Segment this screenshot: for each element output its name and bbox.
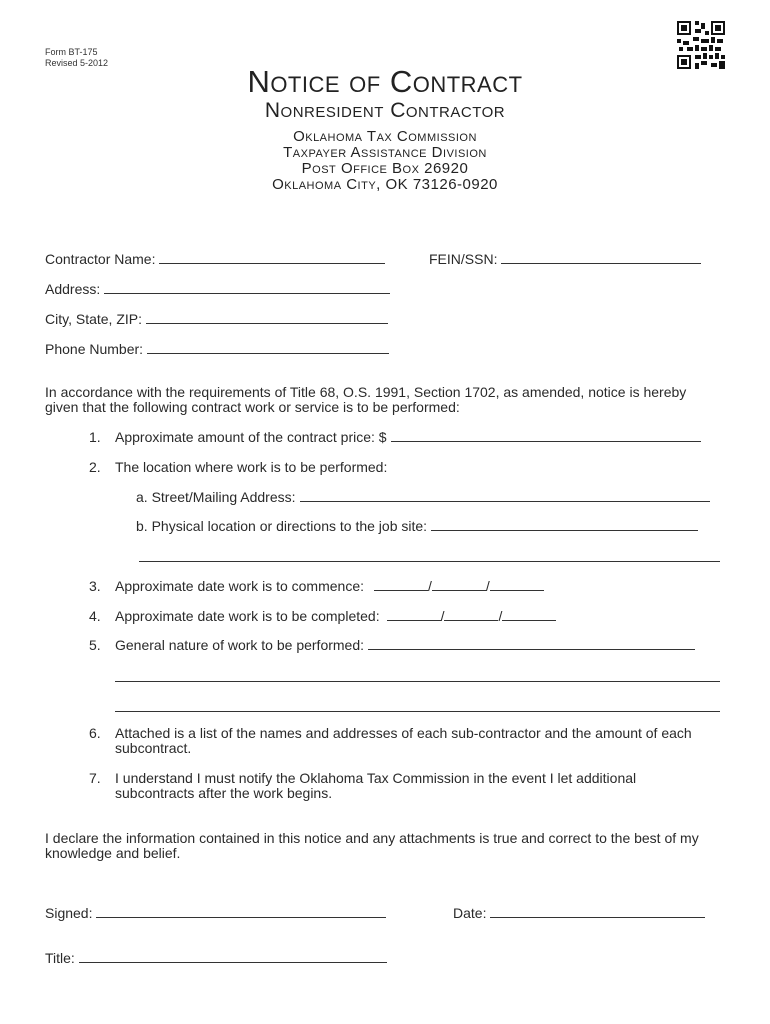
phone-field bbox=[45, 341, 389, 357]
work-location-item bbox=[89, 459, 387, 475]
form-number: Form BT-175 bbox=[45, 47, 98, 57]
work-nature-continuation-input[interactable] bbox=[115, 681, 720, 682]
date-separator: / bbox=[428, 578, 432, 594]
agency-city: Oklahoma City, OK 73126-0920 bbox=[272, 176, 498, 193]
agency-po-box: Post Office Box 26920 bbox=[301, 160, 469, 177]
phone-label: Phone Number: bbox=[45, 341, 144, 357]
subcontractor-list-text: Attached is a list of the names and addresses of each sub-contractor and the amount of each subcontract. bbox=[115, 725, 692, 756]
work-nature-label: General nature of work to be performed: bbox=[115, 637, 365, 653]
item-number: 5. bbox=[89, 637, 101, 653]
subcontractor-list-item bbox=[89, 726, 719, 756]
signed-field bbox=[45, 905, 386, 921]
work-nature-input[interactable] bbox=[368, 637, 695, 650]
title-input[interactable] bbox=[79, 950, 387, 963]
phone-input[interactable] bbox=[147, 341, 389, 354]
page-title: Notice of Contract bbox=[247, 64, 523, 99]
form-revision: Revised 5-2012 bbox=[45, 58, 109, 68]
job-site-label: b. Physical location or directions to the job site: bbox=[136, 518, 428, 534]
city-state-zip-input[interactable] bbox=[146, 311, 388, 324]
fein-ssn-input[interactable] bbox=[501, 251, 701, 264]
contract-price-input[interactable] bbox=[391, 429, 701, 442]
date-separator: / bbox=[498, 608, 503, 624]
intro-paragraph: In accordance with the requirements of Title 68, O.S. 1991, Section 1702, as amended, notice is hereby given that the following contract work or service is to be performed: bbox=[45, 384, 687, 415]
work-nature-field bbox=[89, 637, 695, 653]
notification-text: I understand I must notify the Oklahoma Tax Commission in the event I let additional subcontracts after the work begins. bbox=[115, 770, 637, 801]
qr-code-icon bbox=[677, 21, 725, 69]
commence-year-input[interactable] bbox=[490, 578, 544, 591]
title-field bbox=[45, 950, 387, 966]
completion-day-input[interactable] bbox=[444, 608, 498, 621]
contractor-name-field bbox=[45, 251, 385, 267]
address-input[interactable] bbox=[104, 281, 390, 294]
street-address-field bbox=[136, 489, 710, 505]
commence-month-input[interactable] bbox=[374, 578, 428, 591]
notification-item bbox=[89, 771, 719, 801]
job-site-input[interactable] bbox=[431, 518, 698, 531]
commence-date-field bbox=[89, 578, 544, 594]
contractor-name-label: Contractor Name: bbox=[45, 251, 156, 267]
work-location-label: The location where work is to be performed: bbox=[115, 459, 388, 475]
contractor-name-input[interactable] bbox=[159, 251, 385, 264]
item-number: 4. bbox=[89, 608, 101, 624]
contract-price-field bbox=[89, 429, 701, 445]
agency-name: Oklahoma Tax Commission bbox=[293, 128, 477, 145]
completion-date-label: Approximate date work is to be completed: bbox=[115, 608, 380, 624]
declaration-paragraph: I declare the information contained in this notice and any attachments is true and correct to the best of my knowledge and belief. bbox=[45, 830, 699, 861]
street-address-input[interactable] bbox=[300, 489, 710, 502]
completion-date-field bbox=[89, 608, 556, 624]
address-label: Address: bbox=[45, 281, 101, 297]
item-number: 1. bbox=[89, 429, 101, 445]
completion-month-input[interactable] bbox=[387, 608, 441, 621]
city-state-zip-label: City, State, ZIP: bbox=[45, 311, 142, 327]
fein-ssn-field bbox=[429, 251, 701, 267]
completion-year-input[interactable] bbox=[502, 608, 556, 621]
street-address-label: a. Street/Mailing Address: bbox=[136, 489, 296, 505]
title-label: Title: bbox=[45, 950, 75, 966]
item-number: 3. bbox=[89, 578, 101, 594]
job-site-field bbox=[136, 518, 698, 534]
city-state-zip-field bbox=[45, 311, 388, 327]
commence-day-input[interactable] bbox=[432, 578, 486, 591]
commence-date-label: Approximate date work is to commence: bbox=[115, 578, 364, 594]
date-separator: / bbox=[485, 578, 490, 594]
address-field bbox=[45, 281, 390, 297]
page-subtitle: Nonresident Contractor bbox=[264, 99, 506, 122]
date-field bbox=[453, 905, 705, 921]
date-input[interactable] bbox=[490, 905, 705, 918]
item-number: 2. bbox=[89, 459, 101, 475]
item-number: 6. bbox=[89, 725, 101, 741]
fein-ssn-label: FEIN/SSN: bbox=[429, 251, 498, 267]
date-separator: / bbox=[440, 608, 445, 624]
item-number: 7. bbox=[89, 770, 101, 786]
work-nature-continuation-input[interactable] bbox=[115, 711, 720, 712]
signed-label: Signed: bbox=[45, 905, 93, 921]
contract-price-label: Approximate amount of the contract price: $ bbox=[115, 429, 387, 445]
job-site-continuation-input[interactable] bbox=[139, 561, 720, 562]
agency-division: Taxpayer Assistance Division bbox=[283, 144, 487, 161]
signature-input[interactable] bbox=[96, 905, 386, 918]
date-label: Date: bbox=[453, 905, 487, 921]
